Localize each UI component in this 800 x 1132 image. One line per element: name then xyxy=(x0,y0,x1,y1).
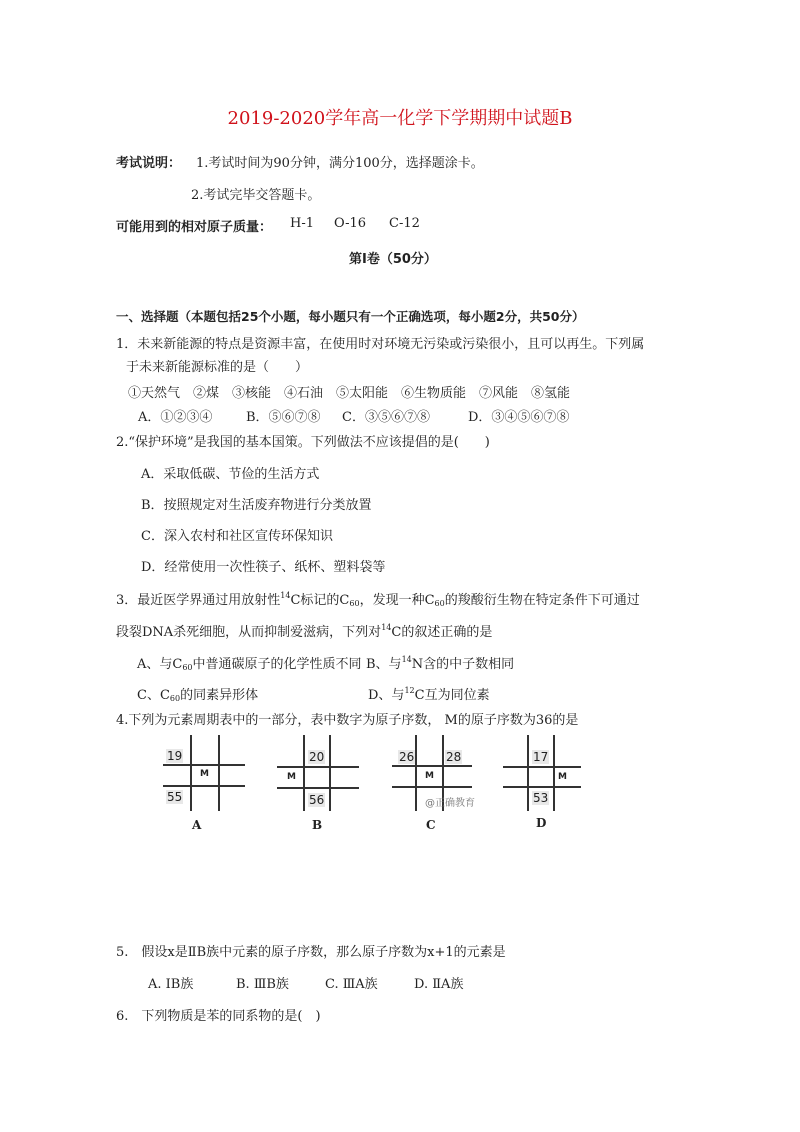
grid-line xyxy=(415,735,417,811)
grid-label: B xyxy=(312,818,323,832)
grid-line xyxy=(190,735,192,811)
q1-option-d: D．③④⑤⑥⑦⑧ xyxy=(468,410,570,425)
q5-stem: 5. 假设x是ⅡB族中元素的原子序数，那么原子序数为x+1的元素是 xyxy=(116,945,506,960)
q4-stem: 4.下列为元素周期表中的一部分，表中数字为原子序数， M的原子序数为36的是 xyxy=(116,713,579,728)
grid-line xyxy=(503,766,581,768)
text: 中普通碳原子的化学性质不同 xyxy=(192,657,362,672)
subscript: 60 xyxy=(434,599,445,608)
subscript: 60 xyxy=(349,599,360,608)
atomic-number: 20 xyxy=(309,750,325,764)
q3-option-b xyxy=(366,653,514,672)
q1-option-b: B．⑤⑥⑦⑧ xyxy=(246,410,321,425)
grid-line xyxy=(163,785,245,787)
m-marker: M xyxy=(287,772,296,782)
text: 3．最近医学界通过用放射性 xyxy=(116,593,281,608)
text: N含的中子数相同 xyxy=(411,657,515,672)
watermark: @正确教育 xyxy=(425,798,475,809)
grid-line xyxy=(527,735,529,811)
atomic-number: 26 xyxy=(399,750,415,764)
text: B、与 xyxy=(366,657,402,672)
subscript: 60 xyxy=(182,663,193,672)
text: ，发现一种C xyxy=(359,593,435,608)
superscript: 14 xyxy=(401,655,412,664)
text: C互为同位素 xyxy=(414,688,490,703)
grid-line xyxy=(329,735,331,811)
grid-line xyxy=(503,786,581,788)
text: C标记的C xyxy=(290,593,350,608)
q5-option-a: A. ⅠB族 xyxy=(148,977,194,992)
q1-items: ①天然气 ②煤 ③核能 ④石油 ⑤太阳能 ⑥生物质能 ⑦风能 ⑧氢能 xyxy=(128,386,571,401)
q2-option-c: C．深入农村和社区宣传环保知识 xyxy=(141,529,333,544)
grid-line xyxy=(277,766,359,768)
q6-stem: 6. 下列物质是苯的同系物的是( ) xyxy=(116,1009,321,1024)
superscript: 14 xyxy=(280,591,291,600)
grid-line xyxy=(163,764,245,766)
atomic-mass-value: C-12 xyxy=(389,216,420,231)
grid-line xyxy=(392,786,472,788)
text: A、与C xyxy=(137,657,183,672)
atomic-number: 28 xyxy=(446,750,462,764)
q2-stem: 2.“保护环境”是我国的基本国策。下列做法不应该提倡的是( ) xyxy=(116,435,490,450)
periodic-grid-c xyxy=(390,735,490,815)
text: 段裂DNA杀死细胞，从而抑制爱滋病，下列对 xyxy=(116,625,382,640)
q2-option-b: B．按照规定对生活废弃物进行分类放置 xyxy=(141,498,372,513)
atomic-mass-value: H-1 xyxy=(290,216,315,231)
grid-line xyxy=(553,735,555,811)
grid-line xyxy=(303,735,305,811)
superscript: 14 xyxy=(381,623,392,632)
superscript: 12 xyxy=(404,686,415,695)
m-marker: M xyxy=(425,771,434,781)
atomic-number: 55 xyxy=(167,790,183,804)
grid-line xyxy=(218,735,220,811)
q1-option-a: A．①②③④ xyxy=(138,410,213,425)
q3-option-a xyxy=(137,653,362,672)
q3-stem-line2 xyxy=(116,621,492,640)
atomic-mass-value: O-16 xyxy=(334,216,367,231)
m-marker: M xyxy=(558,772,567,782)
q5-option-b: B. ⅢB族 xyxy=(236,977,289,992)
text: D、与 xyxy=(368,688,405,703)
grid-label: D xyxy=(536,816,547,830)
atomic-number: 17 xyxy=(533,750,549,764)
text: C的叙述正确的是 xyxy=(391,625,493,640)
section-title: 一、选择题（本题包括25个小题，每小题只有一个正确选项，每小题2分，共50分） xyxy=(116,309,585,324)
instruction-item: 1.考试时间为90分钟，满分100分，选择题涂卡。 xyxy=(196,156,484,171)
text: C、C xyxy=(137,688,170,703)
q3-option-c xyxy=(137,684,258,703)
periodic-grid-b xyxy=(275,735,375,815)
m-marker: M xyxy=(200,769,209,779)
q3-option-d xyxy=(368,684,490,703)
q1-stem: 1．未来新能源的特点是资源丰富，在使用时对环境无污染或污染很小，且可以再生。下列属 xyxy=(116,337,645,352)
q3-stem-line1 xyxy=(116,589,640,608)
q1-option-c: C．③⑤⑥⑦⑧ xyxy=(342,410,430,425)
q5-option-c: C. ⅢA族 xyxy=(325,977,378,992)
page-title: 2019-2020学年高一化学下学期期中试题B xyxy=(227,108,573,129)
atomic-mass-label: 可能用到的相对原子质量： xyxy=(116,220,273,235)
q1-stem: 于未来新能源标准的是（ ） xyxy=(126,360,309,375)
periodic-grid-a xyxy=(155,735,255,815)
instruction-item: 2.考试完毕交答题卡。 xyxy=(191,188,321,203)
q2-option-d: D．经常使用一次性筷子、纸杯、塑料袋等 xyxy=(141,560,386,575)
atomic-number: 56 xyxy=(309,793,325,807)
periodic-grid-d xyxy=(503,735,603,815)
q5-option-d: D. ⅡA族 xyxy=(414,977,464,992)
grid-line xyxy=(277,787,359,789)
volume-title: 第Ⅰ卷（50分） xyxy=(349,252,437,267)
subscript: 60 xyxy=(169,694,181,703)
q2-option-a: A．采取低碳、节俭的生活方式 xyxy=(141,467,320,482)
text: 的同素异形体 xyxy=(180,688,259,703)
text: 的羧酸衍生物在特定条件下可通过 xyxy=(444,593,640,608)
grid-label: C xyxy=(426,818,436,832)
grid-line xyxy=(392,765,472,767)
grid-label: A xyxy=(192,818,202,832)
atomic-number: 53 xyxy=(533,791,549,805)
instructions-label: 考试说明： xyxy=(116,156,182,171)
atomic-number: 19 xyxy=(167,749,183,763)
